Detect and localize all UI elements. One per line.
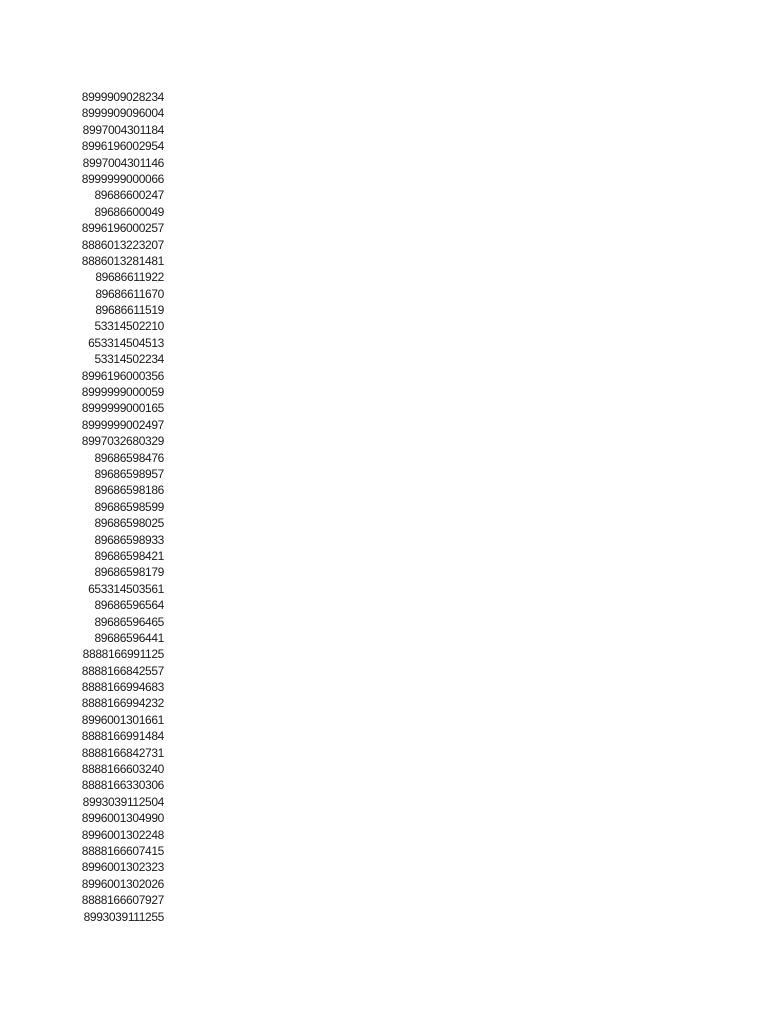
barcode-row: 89686611922 (95, 270, 164, 285)
barcode-row: 8886013281481 (81, 253, 164, 268)
barcode-row: 8996001302026 (81, 876, 164, 891)
barcode-row: 8888166607927 (81, 893, 164, 908)
barcode-row: 89686596564 (94, 598, 164, 613)
barcode-row: 8996001304990 (81, 811, 164, 826)
barcode-row: 89686598025 (94, 516, 164, 531)
barcode-row: 53314502210 (94, 319, 164, 334)
barcode-row: 8997004301184 (82, 122, 164, 137)
barcode-row: 8888166991125 (82, 647, 164, 662)
barcode-row: 8888166994683 (81, 680, 164, 695)
barcode-row: 8996001302248 (81, 827, 164, 842)
barcode-row: 89686600247 (94, 188, 164, 203)
barcode-row: 653314503561 (88, 581, 164, 596)
barcode-row: 89686598179 (94, 565, 164, 580)
barcode-row: 8888166603240 (81, 762, 164, 777)
barcode-row: 653314504513 (88, 335, 164, 350)
barcode-row: 8996001301661 (81, 712, 164, 727)
barcode-row: 89686611670 (95, 286, 164, 301)
barcode-row: 8888166607415 (81, 843, 164, 858)
barcode-row: 89686598476 (94, 450, 164, 465)
barcode-row: 8993039111255 (83, 909, 164, 924)
barcode-row: 8999909096004 (81, 106, 164, 121)
barcode-row: 8996001302323 (81, 860, 164, 875)
barcode-row: 89686598186 (94, 483, 164, 498)
barcode-row: 8996196000356 (81, 368, 164, 383)
barcode-row: 8999999002497 (81, 417, 164, 432)
barcode-row: 89686598957 (94, 466, 164, 481)
barcode-row: 8996196002954 (81, 139, 164, 154)
barcode-row: 89686596465 (94, 614, 164, 629)
barcode-row: 8997004301146 (82, 155, 164, 170)
barcode-row: 89686596441 (94, 630, 164, 645)
barcode-row: 53314502234 (94, 352, 164, 367)
barcode-row: 89686598933 (94, 532, 164, 547)
barcode-row: 89686598599 (94, 499, 164, 514)
barcode-row: 8999999000066 (81, 171, 164, 186)
barcode-row: 8999999000165 (81, 401, 164, 416)
barcode-row: 89686600049 (94, 204, 164, 219)
barcode-row: 8888166330306 (81, 778, 164, 793)
barcode-row: 8888166842731 (81, 745, 164, 760)
barcode-row: 8993039112504 (82, 794, 164, 809)
barcode-row: 8888166994232 (81, 696, 164, 711)
barcode-list (60, 89, 164, 925)
barcode-row: 8999909028234 (81, 90, 164, 104)
barcode-row: 89686611519 (95, 303, 164, 318)
barcode-row: 8888166842557 (81, 663, 164, 678)
barcode-row: 8999999000059 (81, 385, 164, 400)
barcode-row: 89686598421 (94, 548, 164, 563)
barcode-row: 8997032680329 (81, 434, 164, 449)
barcode-row: 8888166991484 (81, 729, 164, 744)
barcode-row: 8996196000257 (81, 221, 164, 236)
barcode-row: 8886013223207 (81, 237, 164, 252)
